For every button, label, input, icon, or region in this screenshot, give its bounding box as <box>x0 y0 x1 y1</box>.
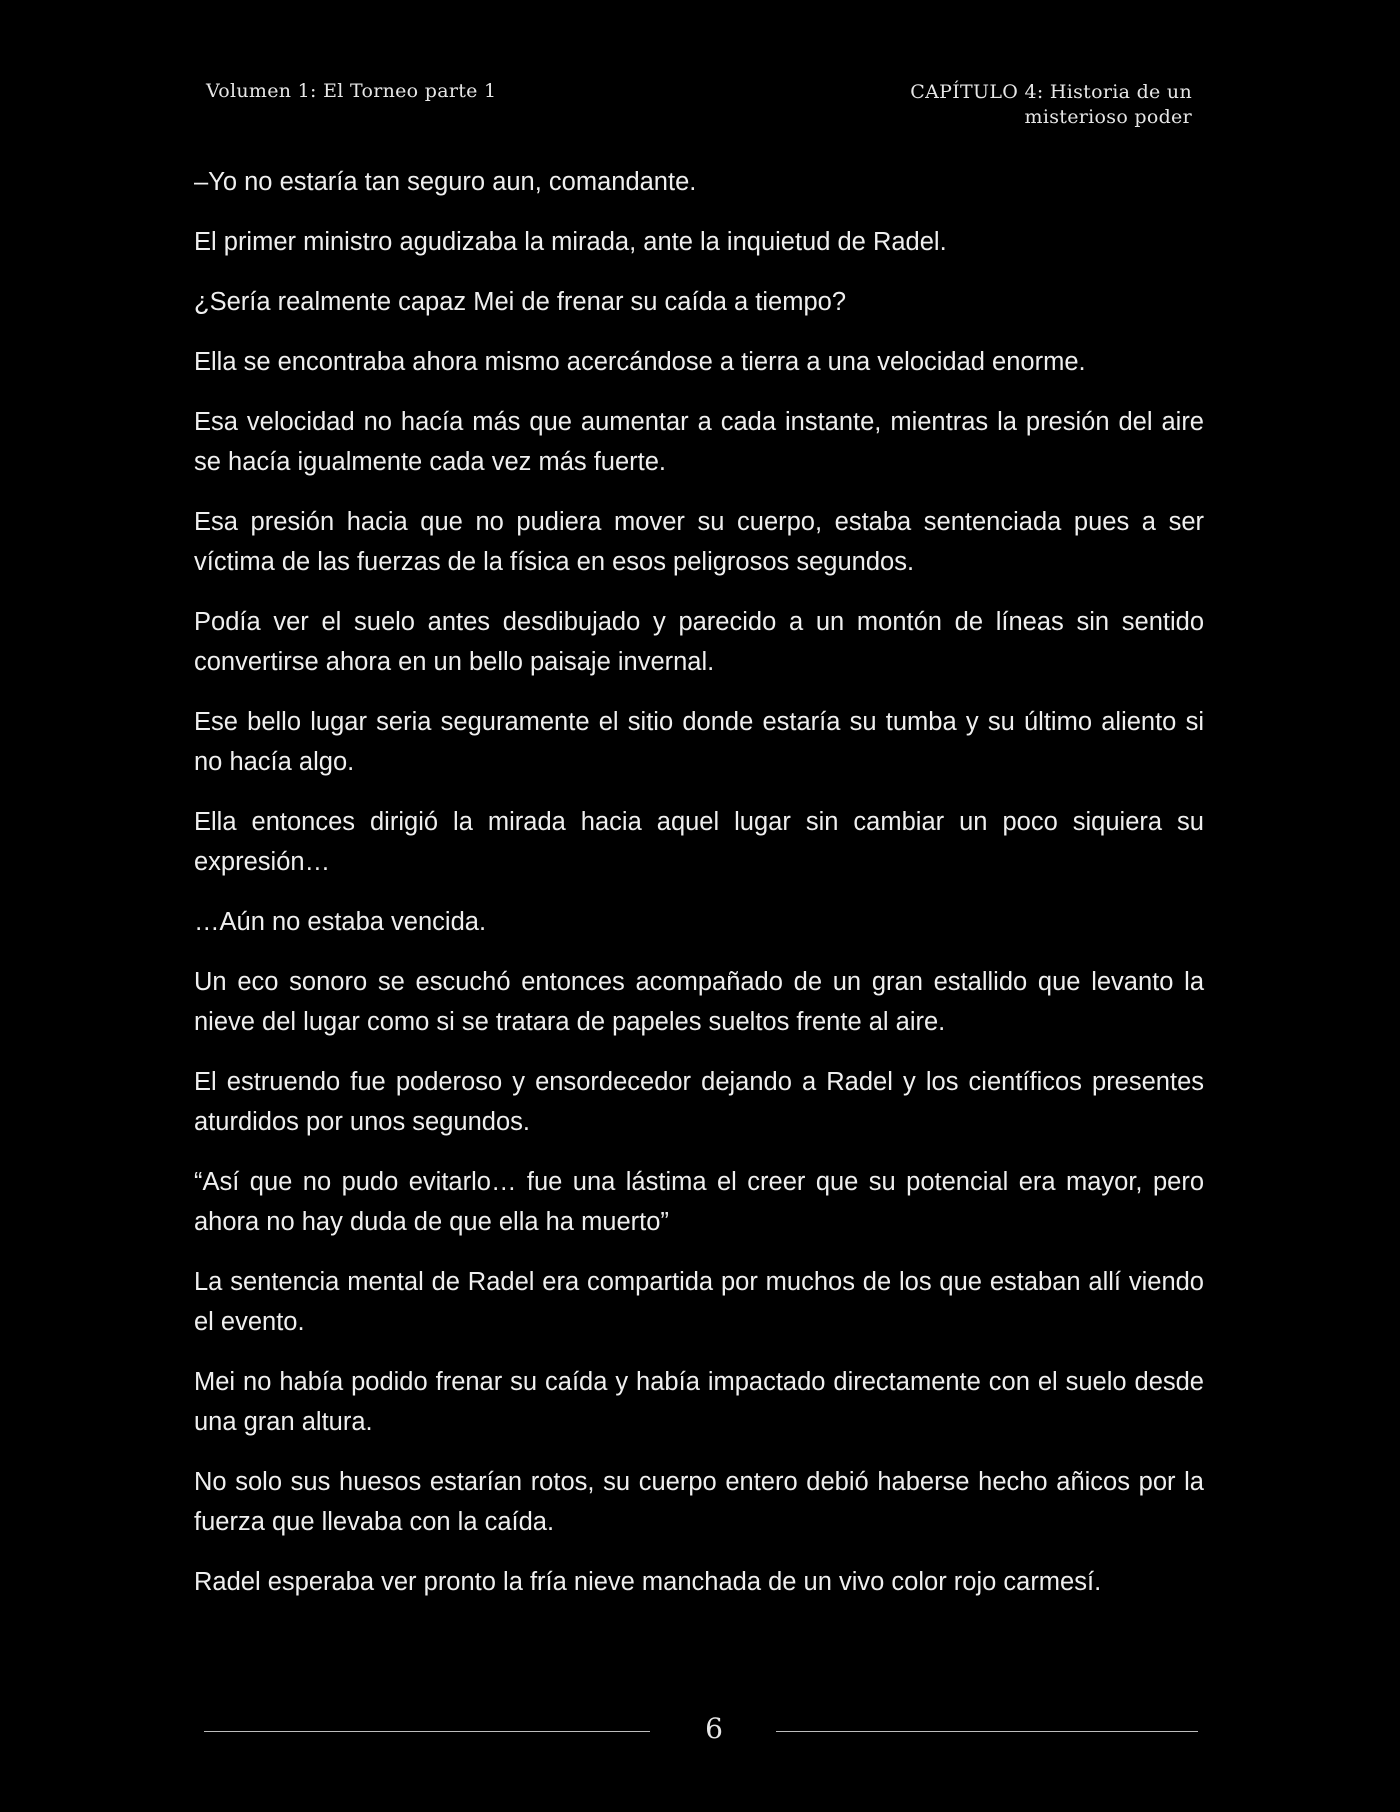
footer-rule-left <box>204 1731 650 1732</box>
paragraph: Ese bello lugar seria seguramente el sitio donde estaría su tumba y su último aliento si no hacía algo. <box>194 708 1204 776</box>
paragraph: –Yo no estaría tan seguro aun, comandante. <box>194 168 697 196</box>
paragraph: Ella se encontraba ahora mismo acercándose a tierra a una velocidad enorme. <box>194 348 1086 376</box>
paragraph: …Aún no estaba vencida. <box>194 908 487 936</box>
paragraph: No solo sus huesos estarían rotos, su cuerpo entero debió haberse hecho añicos por la fuerza que llevaba con la caída. <box>194 1468 1204 1536</box>
page-body-text <box>194 162 1204 1622</box>
paragraph: Esa presión hacia que no pudiera mover su cuerpo, estaba sentenciada pues a ser víctima de las fuerzas de la física en esos peligrosos segundos. <box>194 508 1204 576</box>
paragraph: Esa velocidad no hacía más que aumentar a cada instante, mientras la presión del aire se hacía igualmente cada vez más fuerte. <box>194 408 1204 476</box>
volume-title: Volumen 1: El Torneo parte 1 <box>206 80 497 102</box>
page-number: 6 <box>705 1712 723 1745</box>
page-footer <box>204 1712 1198 1752</box>
paragraph: El primer ministro agudizaba la mirada, ante la inquietud de Radel. <box>194 228 947 256</box>
footer-rule-right <box>776 1731 1198 1732</box>
chapter-title <box>862 80 1192 130</box>
paragraph: Ella entonces dirigió la mirada hacia aquel lugar sin cambiar un poco siquiera su expresión… <box>194 808 1204 876</box>
paragraph: La sentencia mental de Radel era compartida por muchos de los que estaban allí viendo el evento. <box>194 1268 1204 1336</box>
paragraph: Un eco sonoro se escuchó entonces acompañado de un gran estallido que levanto la nieve del lugar como si se tratara de papeles sueltos frente al aire. <box>194 968 1204 1036</box>
paragraph: ¿Sería realmente capaz Mei de frenar su caída a tiempo? <box>194 288 847 316</box>
paragraph: El estruendo fue poderoso y ensordecedor dejando a Radel y los científicos presentes aturdidos por unos segundos. <box>194 1068 1204 1136</box>
chapter-title-line-1: CAPÍTULO 4: Historia de un <box>910 81 1192 103</box>
paragraph: Radel esperaba ver pronto la fría nieve manchada de un vivo color rojo carmesí. <box>194 1568 1102 1596</box>
chapter-title-line-2: misterioso poder <box>1024 106 1192 128</box>
paragraph: “Así que no pudo evitarlo… fue una lástima el creer que su potencial era mayor, pero ahora no hay duda de que ella ha muerto” <box>194 1168 1204 1236</box>
paragraph: Podía ver el suelo antes desdibujado y parecido a un montón de líneas sin sentido convertirse ahora en un bello paisaje invernal. <box>194 608 1204 676</box>
paragraph: Mei no había podido frenar su caída y había impactado directamente con el suelo desde una gran altura. <box>194 1368 1204 1436</box>
